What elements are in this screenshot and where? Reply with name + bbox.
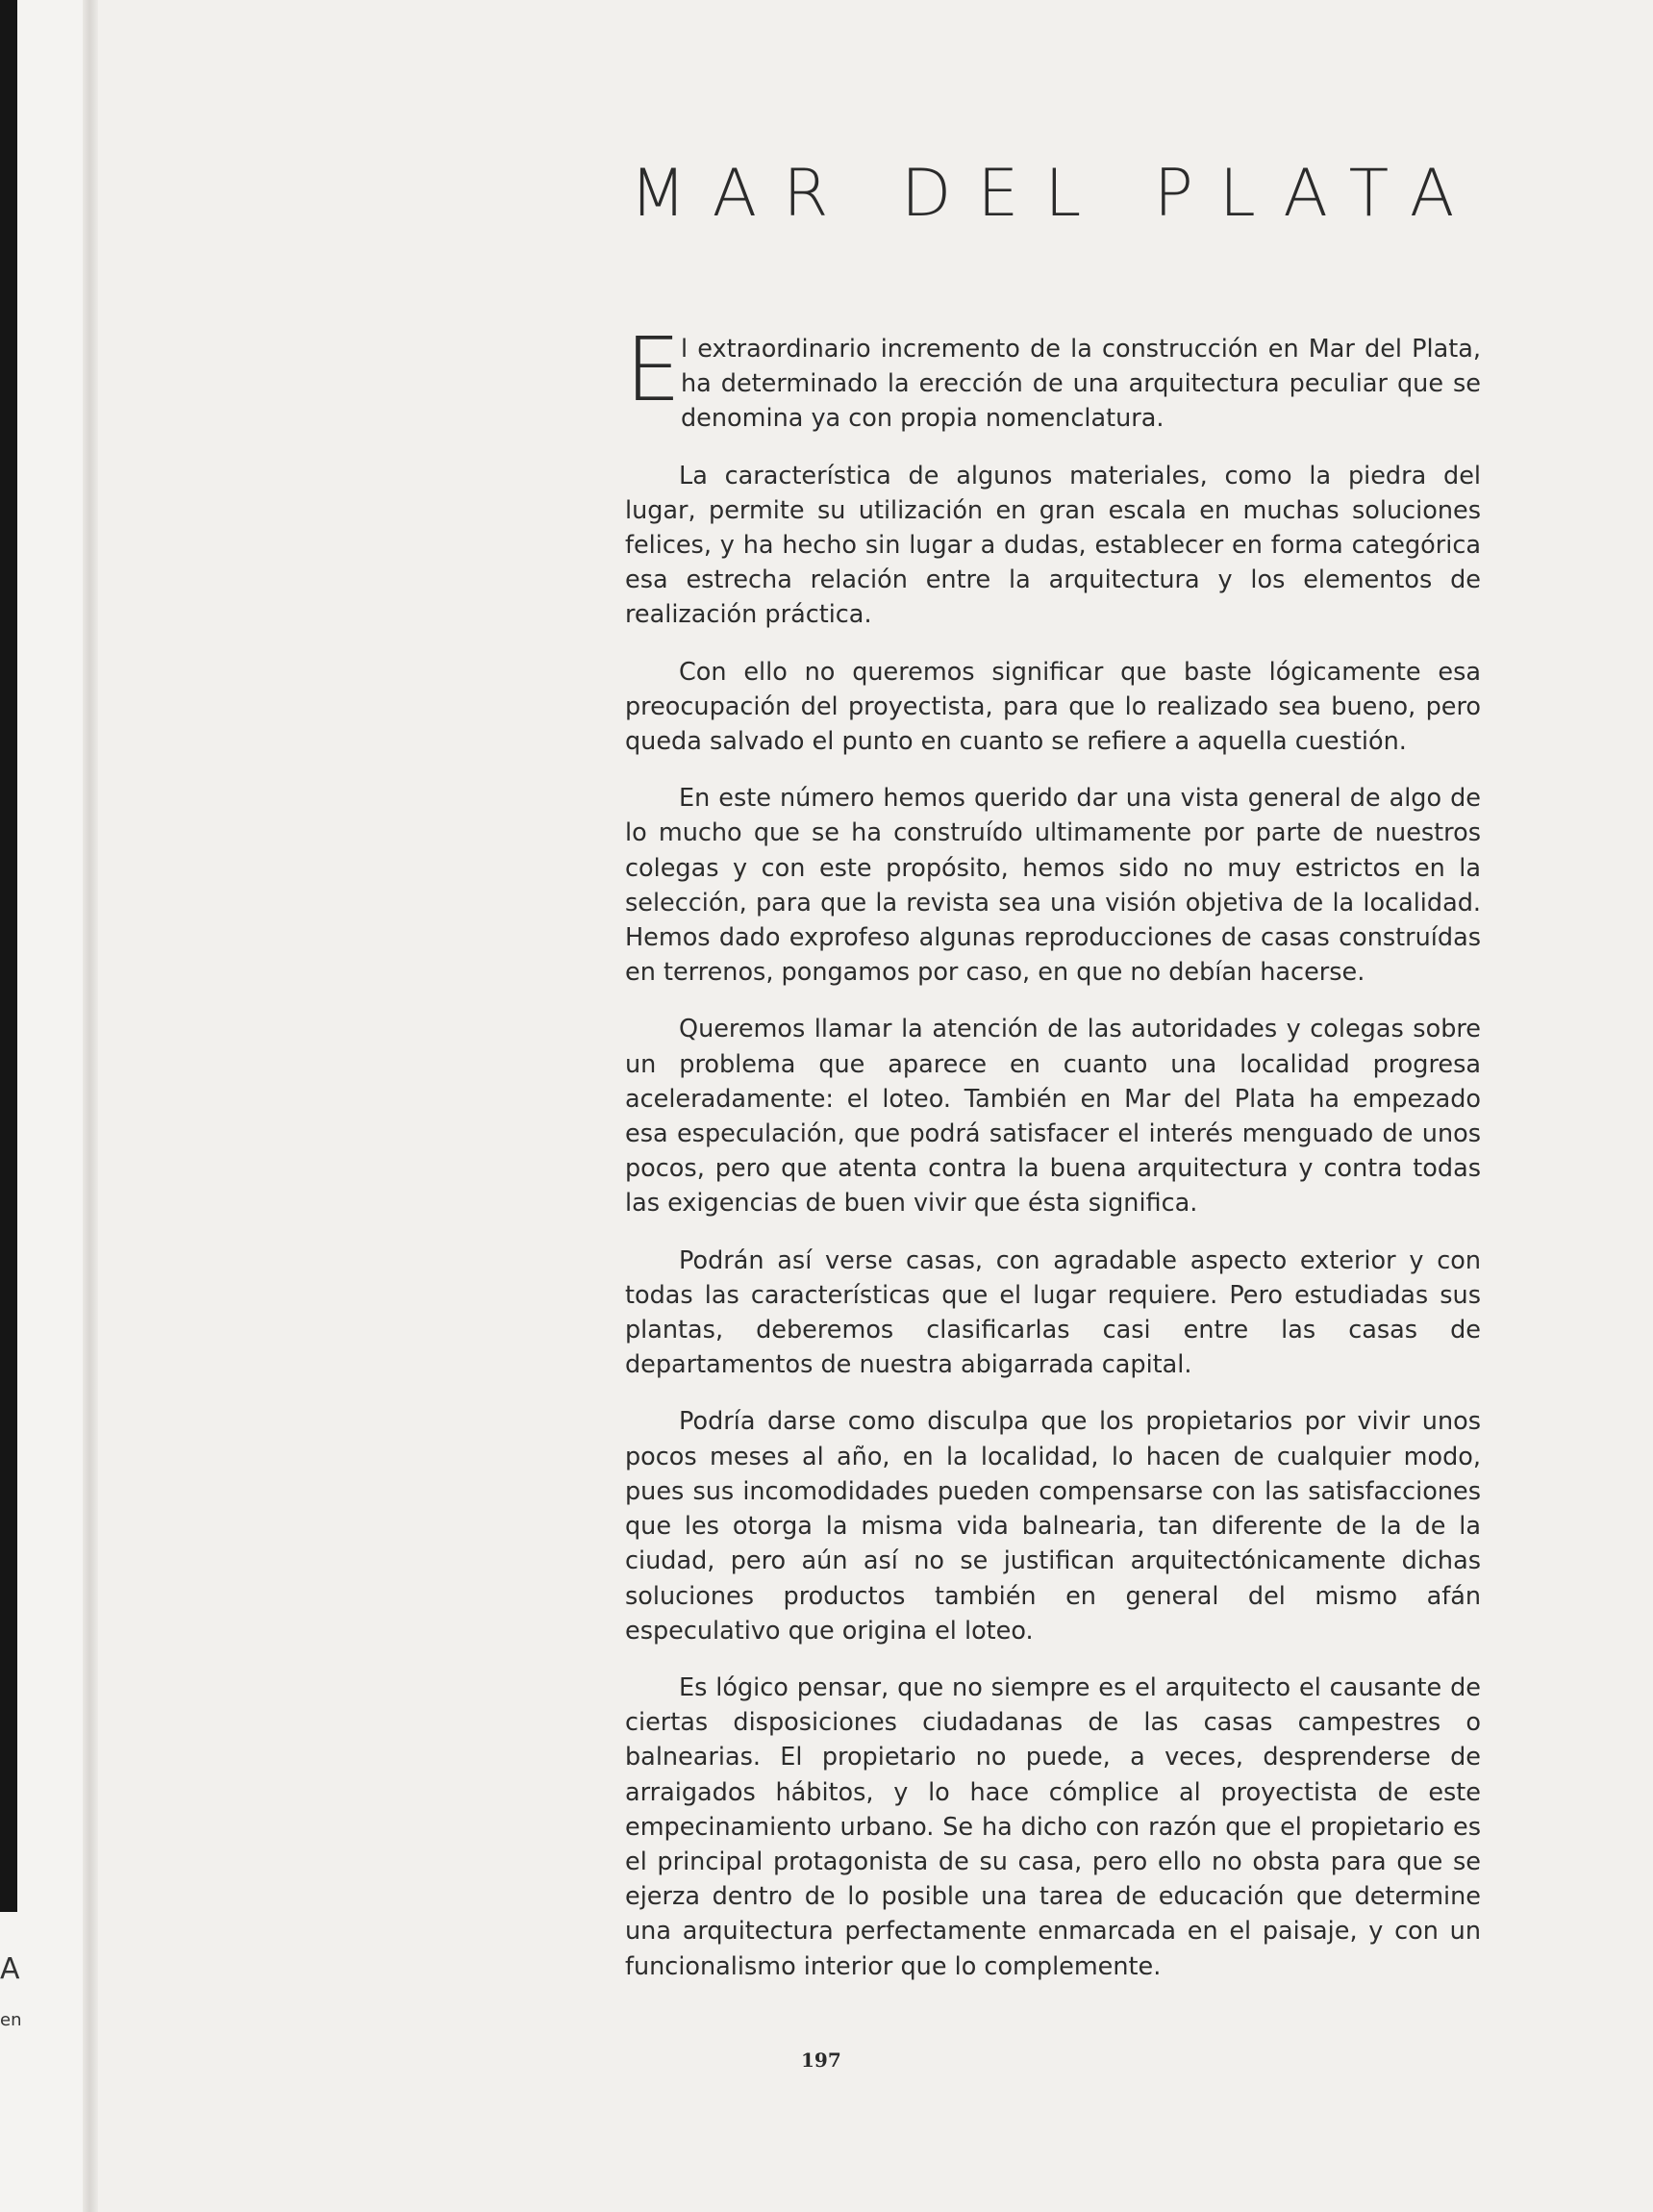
paragraph-1-text: l extraordinario incremento de la construcción en Mar del Plata, ha determinado la erección de una arquitectura peculiar que se denomina ya con propia nomenclatura.	[681, 335, 1481, 434]
paragraph-1	[625, 318, 1481, 437]
paragraph-7: Podría darse como disculpa que los propietarios por vivir unos pocos meses al año, en la localidad, lo hacen de cualquier modo, pues sus incomodidades pueden compensarse con las satisfacciones que les otorga la misma vida balnearia, tan diferente de la de la ciudad, pero aún así no se justifican arquitectónicamente dichas soluciones productos también en general del mismo afán especulativo que origina el loteo.	[625, 1407, 1481, 1646]
paragraph-5: Queremos llamar la atención de las autoridades y colegas sobre un problema que aparece en cuanto una localidad progresa aceleradamente: el loteo. También en Mar del Plata ha empezado esa especulación, que podrá satisfacer el interés menguado de unos pocos, pero que atenta contra la buena arquitectura y contra todas las exigencias de buen vivir que ésta significa.	[625, 1015, 1481, 1219]
paragraph-4: En este número hemos querido dar una vista general de algo de lo mucho que se ha construído ultimamente por parte de nuestros colegas y con este propósito, hemos sido no muy estrictos en la selección, para que la revista sea una visión objetiva de la localidad. Hemos dado exprofeso algunas reproducciones de casas construídas en terrenos, pongamos por caso, en que no debían hacerse.	[625, 784, 1481, 988]
paragraph-8: Es lógico pensar, que no siempre es el arquitecto el causante de ciertas disposiciones ciudadanas de las casas campestres o balnearias. El propietario no puede, a veces, desprenderse de arraigados hábitos, y lo hace cómplice al proyectista de este empecinamiento urbano. Se ha dicho con razón que el propietario es el principal protagonista de su casa, pero ello no obsta para que se ejerza dentro de lo posible una tarea de educación que determine una arquitectura perfectamente enmarcada en el paisaje, y con un funcionalismo interior que lo complemente.	[625, 1672, 1481, 1981]
left-page-edge	[0, 0, 92, 2212]
left-page-letter: A	[0, 1952, 20, 1986]
article-body	[625, 318, 1481, 2006]
drop-cap: E	[625, 318, 682, 421]
paragraph-2: La característica de algunos materiales, como la piedra del lugar, permite su utilización en gran escala en muchas soluciones felices, y ha hecho sin lugar a dudas, establecer en forma categórica esa estrecha relación entre la arquitectura y los elementos de realización práctica.	[625, 461, 1481, 630]
left-page-word: en	[0, 2010, 22, 2030]
book-gutter	[83, 0, 98, 2212]
page-number: 197	[801, 2049, 841, 2072]
article-title: MAR DEL PLATA	[630, 156, 1481, 232]
left-page-dark-band	[0, 0, 17, 1912]
paragraph-3: Con ello no queremos significar que baste lógicamente esa preocupación del proyectista, para que lo realizado sea bueno, pero queda salvado el punto en cuanto se refiere a aquella cuestión.	[625, 657, 1481, 757]
paragraph-6: Podrán así verse casas, con agradable aspecto exterior y con todas las características que el lugar requiere. Pero estudiadas sus plantas, deberemos clasificarlas casi entre las casas de departamentos de nuestra abigarrada capital.	[625, 1245, 1481, 1380]
